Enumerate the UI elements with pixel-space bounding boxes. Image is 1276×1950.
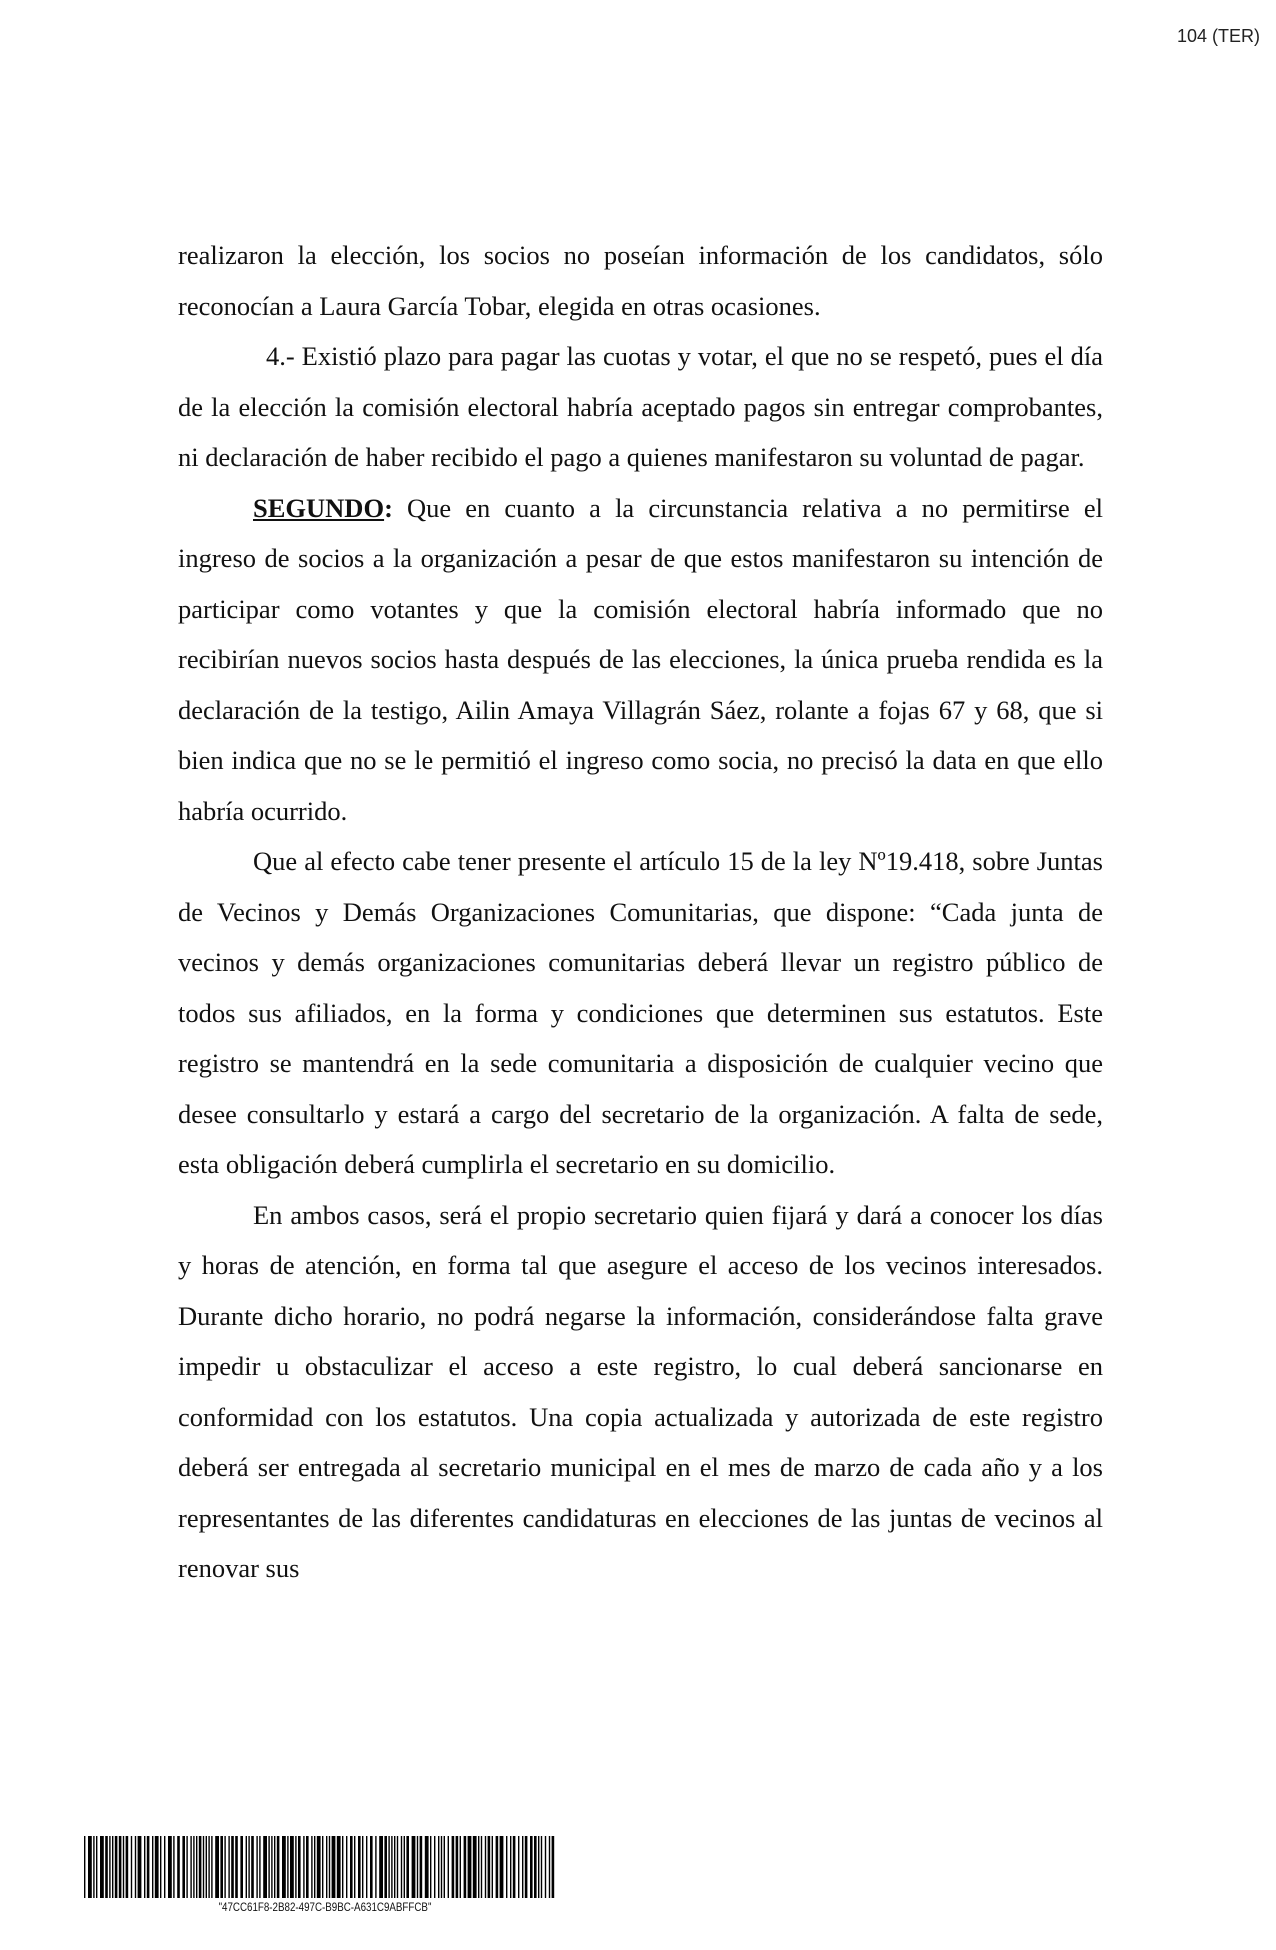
paragraph-3-text: Que en cuanto a la circunstancia relativa a no permitirse el ingreso de socios a la organización a pesar de que estos manifestaron su intención de participar como votantes y que la comisión electoral habría informado que no recibirían nuevos socios hasta después de las elecciones, la única prueba rendida es la declaración de la testigo, Ailin Amaya Villagrán Sáez, rolante a fojas 67 y 68, que si bien indica que no se le permitió el ingreso como socia, no precisó la data en que ello habría ocurrido. (178, 492, 1103, 826)
barcode-icon (84, 1836, 556, 1898)
paragraph-2: 4.- Existió plazo para pagar las cuotas y votar, el que no se respetó, pues el día de la elección la comisión electoral habría aceptado pagos sin entregar comprobantes, ni declaración de haber recibido el pago a quienes manifestaron su voluntad de pagar. (178, 341, 1103, 472)
paragraph-3 (178, 483, 1103, 837)
barcode-text: "47CC61F8-2B82-497C-B9BC-A631C9ABFFCB" (218, 1902, 432, 1914)
barcode-block (84, 1836, 556, 1914)
paragraph-1: realizaron la elección, los socios no poseían información de los candidatos, sólo reconocían a Laura García Tobar, elegida en otras ocasiones. (178, 240, 1103, 321)
section-heading-colon: : (384, 492, 393, 523)
paragraph-4: Que al efecto cabe tener presente el artículo 15 de la ley Nº19.418, sobre Juntas de Vecinos y Demás Organizaciones Comunitarias, que dispone: “Cada junta de vecinos y demás organizaciones comunitarias deberá llevar un registro público de todos sus afiliados, en la forma y condiciones que determinen sus estatutos. Este registro se mantendrá en la sede comunitaria a disposición de cualquier vecino que desee consultarlo y estará a cargo del secretario de la organización. A falta de sede, esta obligación deberá cumplirla el secretario en su domicilio. (178, 846, 1103, 1179)
paragraph-5: En ambos casos, será el propio secretario quien fijará y dará a conocer los días y horas de atención, en forma tal que asegure el acceso de los vecinos interesados. Durante dicho horario, no podrá negarse la información, considerándose falta grave impedir u obstaculizar el acceso a este registro, lo cual deberá sancionarse en conformidad con los estatutos. Una copia actualizada y autorizada de este registro deberá ser entregada al secretario municipal en el mes de marzo de cada año y a los representantes de las diferentes candidaturas en elecciones de las juntas de vecinos al renovar sus (178, 1199, 1103, 1583)
section-heading-segundo: SEGUNDO (253, 492, 385, 523)
page-number: 104 (TER) (1176, 26, 1260, 46)
document-body (178, 230, 1103, 1594)
